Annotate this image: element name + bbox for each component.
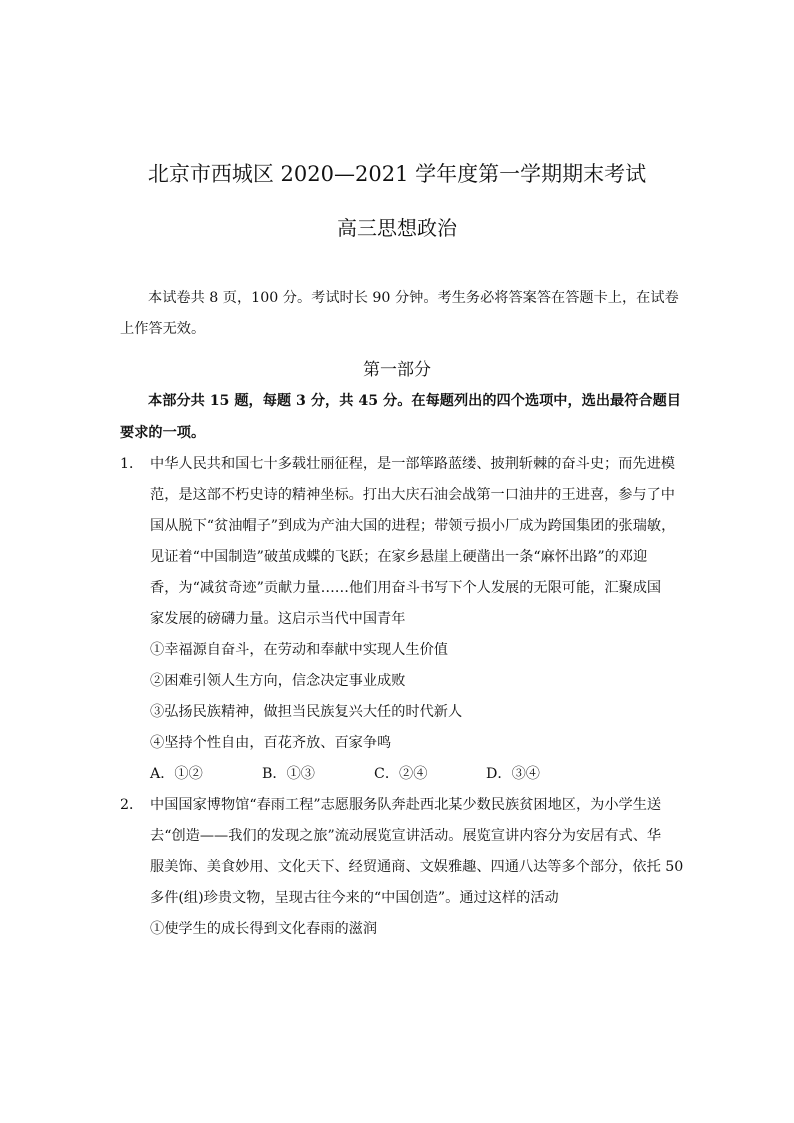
part-instructions-line-1: 本部分共 15 题，每题 3 分，共 45 分。在每题列出的四个选项中，选出最符合题目 (148, 393, 681, 409)
question-text-line: 中华人民共和国七十多载壮丽征程，是一部筚路蓝缕、披荆斩棘的奋斗史；而先进模 (150, 456, 675, 472)
statement-3: ③弘扬民族精神，做担当民族复兴大任的时代新人 (150, 704, 463, 720)
question-text-line: 范，是这部不朽史诗的精神坐标。打出大庆石油会战第一口油井的王进喜，参与了中 (150, 487, 675, 503)
part-heading: 第一部分 (363, 360, 431, 380)
choice-d: D．③④ (486, 766, 540, 782)
question-text-line: 中国国家博物馆“春雨工程”志愿服务队奔赴西北某少数民族贫困地区，为小学生送 (150, 797, 662, 813)
question-text-line: 国从脱下“贫油帽子”到成为产油大国的进程；带领亏损小厂成为跨国集团的张瑞敏， (150, 518, 676, 534)
exam-subject: 高三思想政治 (337, 216, 457, 240)
question-text-line: 家发展的磅礴力量。这启示当代中国青年 (150, 611, 406, 627)
choice-b: B．①③ (262, 766, 315, 782)
question-text-line: 去“创造——我们的发现之旅”流动展览宣讲活动。展览宣讲内容分为安居有式、华 (150, 828, 662, 844)
choice-c: C．②④ (374, 766, 428, 782)
intro-line-1: 本试卷共 8 页，100 分。考试时长 90 分钟。考生务必将答案答在答题卡上，在试卷 (148, 290, 679, 306)
intro-line-2: 上作答无效。 (120, 321, 206, 337)
choice-a: A．①② (150, 766, 203, 782)
statement-1: ①使学生的成长得到文化春雨的滋润 (150, 921, 378, 937)
question-text-line: 香，为“减贫奇迹”贡献力量……他们用奋斗书写下个人发展的无限可能，汇聚成国 (150, 580, 662, 596)
question-text-line: 服美饰、美食妙用、文化天下、经贸通商、文娱雅趣、四通八达等多个部分，依托 50 (150, 859, 684, 875)
question-text-line: 多件(组)珍贵文物，呈现古往今来的“中国创造”。通过这样的活动 (150, 890, 559, 906)
question-number: 1． (120, 456, 144, 472)
question-text-line: 见证着“中国制造”破茧成蝶的飞跃；在家乡悬崖上硬凿出一条“麻怀出路”的邓迎 (150, 549, 648, 565)
question-number: 2． (120, 797, 144, 813)
statement-4: ④坚持个性自由，百花齐放、百家争鸣 (150, 735, 392, 751)
part-instructions-line-2: 要求的一项。 (120, 425, 206, 441)
exam-title: 北京市西城区 2020—2021 学年度第一学期期末考试 (147, 162, 647, 186)
statement-1: ①幸福源自奋斗，在劳动和奉献中实现人生价值 (150, 642, 448, 658)
statement-2: ②困难引领人生方向，信念决定事业成败 (150, 673, 406, 689)
